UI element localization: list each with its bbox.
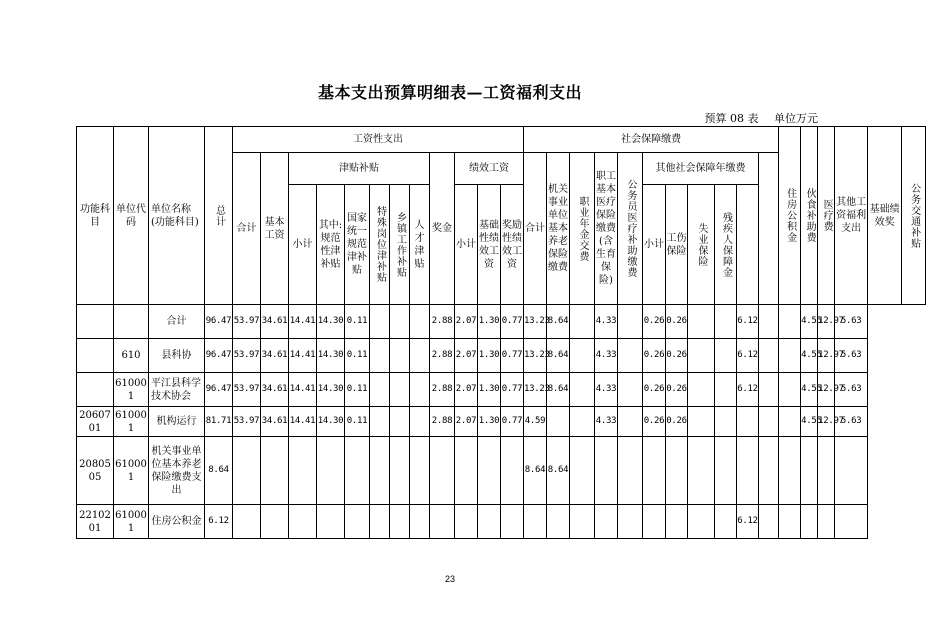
cell-unit-code: 610001 [114, 373, 149, 407]
cell-value: 6.12 [737, 339, 759, 373]
cell-value: 14.41 [289, 373, 317, 407]
cell-value [317, 437, 345, 505]
cell-value: 34.61 [261, 339, 289, 373]
header-civil-medical: 公务员医疗补助缴费 [625, 179, 636, 278]
cell-value: 6.12 [205, 505, 233, 539]
header-func-code: 功能科目 [77, 127, 114, 305]
cell-value [688, 407, 715, 437]
cell-value: 13.23 [524, 339, 547, 373]
header-allowance-national: 国家统一规范津补贴 [345, 185, 370, 305]
cell-value [759, 505, 779, 539]
cell-value: 2.88 [430, 373, 455, 407]
header-housing: 住房公积金 [784, 188, 796, 243]
cell-value: 1.30 [478, 305, 501, 339]
cell-unit-name: 平江县科学技术协会 [149, 373, 205, 407]
cell-value [261, 437, 289, 505]
header-ss-group: 社会保障缴费 [524, 127, 779, 153]
cell-value [370, 339, 390, 373]
cell-value: 4.55 [801, 305, 818, 339]
cell-value [688, 437, 715, 505]
cell-value [501, 505, 524, 539]
cell-value: 53.97 [233, 407, 261, 437]
cell-value: 0.26 [643, 305, 666, 339]
header-meal: 伙食补助费 [804, 188, 816, 243]
cell-value [835, 505, 868, 539]
table-row [77, 437, 926, 505]
cell-value: 5.63 [835, 305, 868, 339]
cell-value: 12.97 [818, 373, 835, 407]
cell-value: 96.47 [205, 305, 233, 339]
cell-value [666, 437, 688, 505]
table-meta [693, 110, 819, 126]
cell-value [618, 505, 643, 539]
cell-func-code [77, 373, 114, 407]
cell-func-code [77, 339, 114, 373]
header-other-welfare: 其他工资福利支出 [835, 127, 868, 305]
cell-value [818, 505, 835, 539]
cell-value: 0.11 [345, 305, 370, 339]
header-perf-group: 绩效工资 [455, 153, 524, 185]
cell-value: 14.41 [289, 305, 317, 339]
cell-value: 4.55 [801, 373, 818, 407]
cell-value [759, 373, 779, 407]
cell-value: 0.11 [345, 373, 370, 407]
cell-value [390, 505, 410, 539]
cell-value: 14.30 [317, 339, 345, 373]
cell-value [547, 407, 570, 437]
cell-value: 4.55 [801, 339, 818, 373]
cell-value [501, 437, 524, 505]
cell-value [289, 437, 317, 505]
cell-value: 14.30 [317, 407, 345, 437]
cell-value: 4.33 [595, 407, 618, 437]
cell-value: 4.33 [595, 305, 618, 339]
cell-value: 53.97 [233, 305, 261, 339]
header-perf-sub: 小计 [455, 185, 478, 305]
cell-value [317, 505, 345, 539]
cell-value [370, 373, 390, 407]
cell-value [737, 437, 759, 505]
cell-value [759, 305, 779, 339]
cell-value: 81.71 [205, 407, 233, 437]
cell-value: 6.12 [737, 373, 759, 407]
cell-value [410, 505, 430, 539]
header-transport: 公务交通补贴 [908, 182, 920, 249]
header-unemployment: 失业保险 [696, 222, 707, 267]
cell-value [801, 437, 818, 505]
cell-value: 2.07 [455, 305, 478, 339]
cell-value: 14.30 [317, 305, 345, 339]
cell-value: 2.88 [430, 339, 455, 373]
cell-value: 96.47 [205, 373, 233, 407]
header-pension: 机关事业单位基本养老保险缴费 [547, 153, 570, 305]
cell-value: 34.61 [261, 373, 289, 407]
cell-value [233, 437, 261, 505]
cell-value [688, 305, 715, 339]
cell-value: 8.64 [205, 437, 233, 505]
cell-value: 8.64 [547, 339, 570, 373]
cell-func-code [77, 305, 114, 339]
cell-value: 1.30 [478, 407, 501, 437]
cell-value: 0.26 [643, 339, 666, 373]
cell-value: 4.59 [524, 407, 547, 437]
cell-value [688, 505, 715, 539]
cell-value [759, 339, 779, 373]
cell-value: 0.26 [643, 373, 666, 407]
cell-value: 2.07 [455, 339, 478, 373]
page-title: 基本支出预算明细表—工资福利支出 [317, 83, 582, 102]
cell-value [289, 505, 317, 539]
cell-value [430, 505, 455, 539]
header-base-perf: 基础绩效奖 [868, 127, 902, 305]
cell-value [410, 339, 430, 373]
cell-value [779, 373, 801, 407]
cell-value [410, 373, 430, 407]
cell-value [410, 437, 430, 505]
cell-value: 2.88 [430, 407, 455, 437]
cell-value [715, 407, 737, 437]
header-allowance-group: 津贴补贴 [289, 153, 430, 185]
cell-value [390, 339, 410, 373]
header-injury: 工伤保险 [666, 185, 688, 305]
cell-value [779, 437, 801, 505]
cell-value [618, 339, 643, 373]
cell-value: 0.26 [643, 407, 666, 437]
cell-value: 13.23 [524, 373, 547, 407]
cell-unit-code: 610001 [114, 505, 149, 539]
cell-value: 0.26 [666, 339, 688, 373]
cell-value [801, 505, 818, 539]
cell-value: 5.63 [835, 373, 868, 407]
header-allowance-sub: 小计 [289, 185, 317, 305]
cell-value [524, 505, 547, 539]
cell-value [779, 407, 801, 437]
cell-value [390, 407, 410, 437]
table-row [77, 339, 926, 373]
cell-unit-name: 县科协 [149, 339, 205, 373]
cell-value: 5.63 [835, 339, 868, 373]
cell-value [759, 407, 779, 437]
cell-value [779, 339, 801, 373]
table-number: 预算 08 表 [704, 112, 759, 125]
cell-value: 2.88 [430, 305, 455, 339]
header-wage-group: 工资性支出 [233, 127, 524, 153]
table-row [77, 407, 926, 437]
header-basic-wage: 基本工资 [261, 153, 289, 305]
cell-value: 8.64 [547, 373, 570, 407]
cell-value: 5.63 [835, 407, 868, 437]
cell-value [570, 437, 595, 505]
cell-value [570, 373, 595, 407]
cell-value [370, 407, 390, 437]
cell-unit-name: 机关事业单位基本养老保险缴费支出 [149, 437, 205, 505]
cell-value [643, 437, 666, 505]
cell-value: 12.97 [818, 305, 835, 339]
cell-unit-code: 610 [114, 339, 149, 373]
header-unit-name: 单位名称(功能科目) [149, 127, 205, 305]
cell-value: 96.47 [205, 339, 233, 373]
cell-unit-code: 610001 [114, 437, 149, 505]
cell-value [430, 437, 455, 505]
header-annuity: 职业年金交费 [577, 195, 588, 262]
cell-value: 6.12 [737, 505, 759, 539]
cell-value [715, 305, 737, 339]
cell-value [715, 373, 737, 407]
header-allowance-special: 特殊岗位津补贴 [374, 206, 386, 283]
cell-value [595, 437, 618, 505]
cell-value [818, 437, 835, 505]
cell-value: 8.64 [547, 305, 570, 339]
cell-value [666, 505, 688, 539]
budget-table [76, 126, 926, 539]
cell-func-code: 2210201 [77, 505, 114, 539]
cell-value: 0.77 [501, 339, 524, 373]
cell-value [715, 505, 737, 539]
cell-value: 4.33 [595, 339, 618, 373]
cell-unit-code [114, 305, 149, 339]
cell-value: 14.30 [317, 373, 345, 407]
cell-unit-name: 合计 [149, 305, 205, 339]
header-total: 总计 [213, 204, 225, 227]
header-unit-code: 单位代码 [114, 127, 149, 305]
cell-value: 8.64 [524, 437, 547, 505]
cell-value [715, 339, 737, 373]
cell-value: 53.97 [233, 373, 261, 407]
table-row [77, 305, 926, 339]
header-disability: 残疾人保障金 [720, 211, 732, 278]
cell-value [688, 339, 715, 373]
cell-value: 0.77 [501, 407, 524, 437]
header-bonus: 奖金 [430, 153, 455, 305]
cell-value: 14.41 [289, 407, 317, 437]
cell-value [595, 505, 618, 539]
cell-value [410, 407, 430, 437]
cell-value: 2.07 [455, 373, 478, 407]
cell-unit-name: 住房公积金 [149, 505, 205, 539]
cell-value [779, 305, 801, 339]
cell-unit-name: 机构运行 [149, 407, 205, 437]
cell-value [410, 305, 430, 339]
cell-value [618, 407, 643, 437]
cell-value [547, 505, 570, 539]
header-other-ss-group: 其他社会保障年缴费 [643, 153, 759, 185]
cell-value [618, 437, 643, 505]
cell-value: 0.11 [345, 339, 370, 373]
page-number: 23 [444, 574, 455, 584]
cell-value: 14.41 [289, 339, 317, 373]
cell-func-code: 2060701 [77, 407, 114, 437]
cell-value [345, 505, 370, 539]
cell-value [261, 505, 289, 539]
cell-value [835, 437, 868, 505]
unit-label: 单位万元 [774, 112, 818, 125]
cell-value [737, 407, 759, 437]
cell-value [345, 437, 370, 505]
cell-value [370, 437, 390, 505]
cell-value [759, 437, 779, 505]
header-other-sub: 小计 [643, 185, 666, 305]
cell-value [618, 305, 643, 339]
cell-value [390, 373, 410, 407]
cell-value: 0.26 [666, 373, 688, 407]
cell-value: 0.77 [501, 305, 524, 339]
cell-value: 12.97 [818, 407, 835, 437]
cell-value: 53.97 [233, 339, 261, 373]
cell-value [688, 373, 715, 407]
cell-value: 34.61 [261, 407, 289, 437]
header-med-fee: 医疗费 [821, 199, 833, 232]
cell-value [390, 437, 410, 505]
cell-value [570, 505, 595, 539]
header-allowance-talent: 人才津贴 [410, 185, 430, 305]
header-ss-total: 合计 [524, 153, 547, 305]
cell-value: 0.26 [666, 305, 688, 339]
cell-func-code: 2080505 [77, 437, 114, 505]
cell-value: 4.55 [801, 407, 818, 437]
cell-value: 12.97 [818, 339, 835, 373]
cell-value [570, 407, 595, 437]
header-allowance-standard: 其中:规范性津补贴 [317, 185, 345, 305]
cell-value [233, 505, 261, 539]
cell-value: 34.61 [261, 305, 289, 339]
header-perf-basic: 基础性绩效工资 [478, 185, 501, 305]
cell-value [618, 373, 643, 407]
header-medical: 职工基本医疗保险缴费(含生育保险) [595, 153, 618, 305]
cell-value: 13.23 [524, 305, 547, 339]
header-perf-reward: 奖励性绩效工资 [501, 185, 524, 305]
cell-value [478, 505, 501, 539]
cell-value: 0.11 [345, 407, 370, 437]
cell-value [715, 437, 737, 505]
cell-value [370, 305, 390, 339]
cell-value [370, 505, 390, 539]
cell-value: 6.12 [737, 305, 759, 339]
cell-value [570, 305, 595, 339]
cell-value: 0.77 [501, 373, 524, 407]
cell-value [455, 505, 478, 539]
cell-value [455, 437, 478, 505]
cell-unit-code: 610001 [114, 407, 149, 437]
cell-value: 1.30 [478, 373, 501, 407]
cell-value [643, 505, 666, 539]
header-wage-total: 合计 [233, 153, 261, 305]
cell-value [779, 505, 801, 539]
cell-value: 2.07 [455, 407, 478, 437]
cell-value [390, 305, 410, 339]
cell-value: 8.64 [547, 437, 570, 505]
table-row [77, 373, 926, 407]
cell-value [478, 437, 501, 505]
cell-value [570, 339, 595, 373]
cell-value: 0.26 [666, 407, 688, 437]
cell-value: 1.30 [478, 339, 501, 373]
cell-value: 4.33 [595, 373, 618, 407]
table-row [77, 505, 926, 539]
header-allowance-township: 乡镇工作补贴 [394, 211, 406, 278]
